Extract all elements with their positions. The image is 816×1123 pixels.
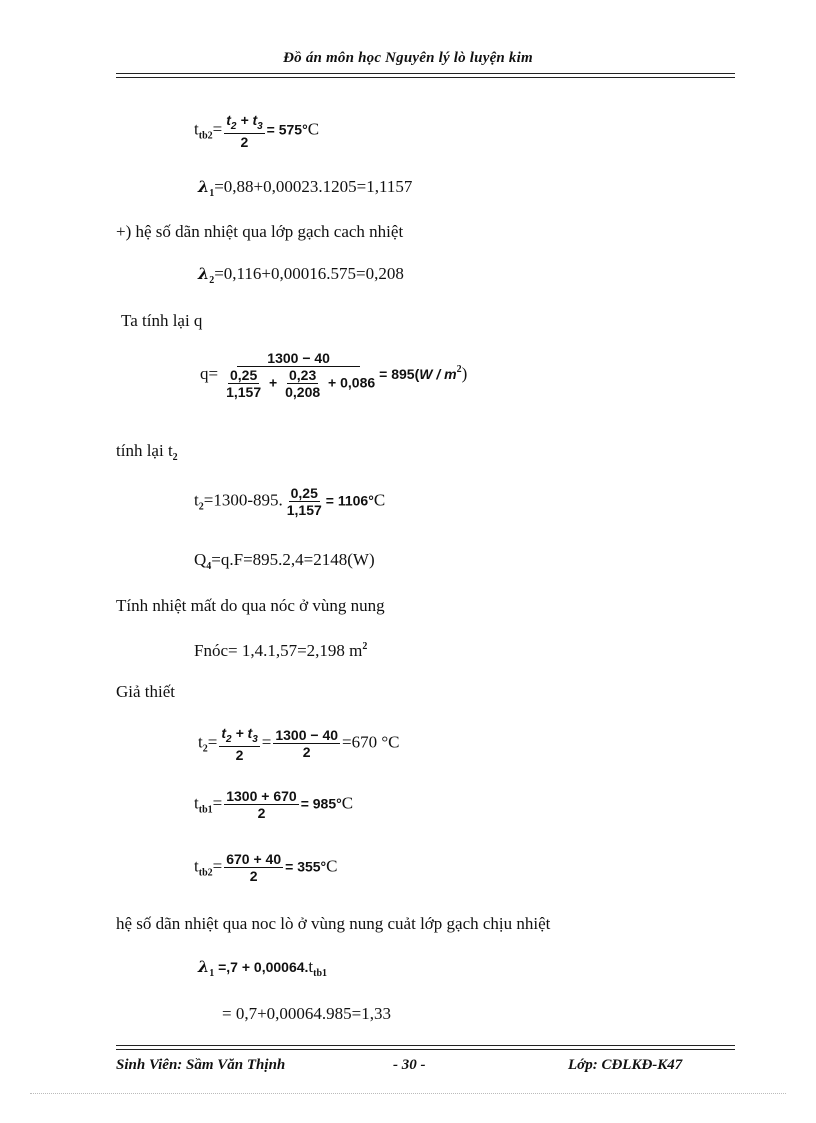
formula-t2-assumed: $t_2=$ $\frac{t_2 + t_3}{2}$ = $\frac{1300 - 40}{2}$ =670 °C [198, 725, 400, 763]
header-rule-bottom [116, 77, 735, 78]
formula-t2-recalc: $t_2=1300-895$. $\frac{0,25}{1,157}$ = 1106°C [194, 485, 386, 519]
paragraph-recalculate-t2: tính lại $t_2$ [116, 441, 178, 463]
formula-heat-flux-q: q= 1300 − 40 $\frac{0,25}{1,157}$ + $\frac{0,23}{0,208}$ + 0,086 = $895(W / m^2)$ [200, 350, 468, 401]
formula-ttb2-assumed: $t_{tb2}=$ $\frac{t_2 + t_3}{2}$ = 575°C [194, 112, 320, 150]
formula-lambda1: $\lambda_1=0,88+0,00023.1205=1,1157$ [198, 177, 413, 199]
formula-ttb2: $t_{tb2}=$ $\frac{670 + 40}{2}$ = 355°C [194, 851, 338, 885]
footer-rule-top [116, 1045, 735, 1046]
formula-lambda1-roof-result: = 0,7+0,00064.985=1,33 [222, 1004, 392, 1023]
header-rule-top [116, 73, 735, 74]
paragraph-insulation-conductivity: +) hệ số dãn nhiệt qua lớp gạch cach nhiệt [116, 222, 404, 241]
formula-lambda1-roof: $\lambda_1 =,7 + 0,00064.t_{tb1}$ [198, 957, 328, 979]
paragraph-recalculate-q: Ta tính lại q [121, 311, 203, 330]
paragraph-roof-refractory-conductivity: hệ số dãn nhiệt qua noc lò ở vùng nung cuảt lớp gạch chịu nhiệt [116, 914, 551, 933]
formula-lambda2: $\lambda_2=0,116+0,00016.575=0,208$ [198, 264, 404, 286]
paragraph-assumption: Giả thiết [116, 682, 176, 701]
footer-page-number: - 30 - [393, 1057, 426, 1073]
footer-student-name: Sinh Viên: Sầm Văn Thịnh [116, 1057, 286, 1073]
formula-ttb1: $t_{tb1}=$ $\frac{1300 + 670}{2}$ = 985°C [194, 788, 354, 822]
page-bottom-dotted-line [30, 1093, 786, 1094]
formula-roof-area: Fnóc= 1,4.1,57=2,198 $m^2$ [194, 641, 368, 660]
footer-class: Lớp: CĐLKĐ-K47 [568, 1057, 683, 1073]
footer-rule-bottom [116, 1049, 735, 1050]
formula-q4: $Q_4=q.F=895.2,4=2148(W)$ [194, 550, 375, 572]
paragraph-roof-heat-loss: Tính nhiệt mất do qua nóc ở vùng nung [116, 596, 385, 615]
page-header-title: Đồ án môn học Nguyên lý lò luyện kim [283, 50, 533, 66]
